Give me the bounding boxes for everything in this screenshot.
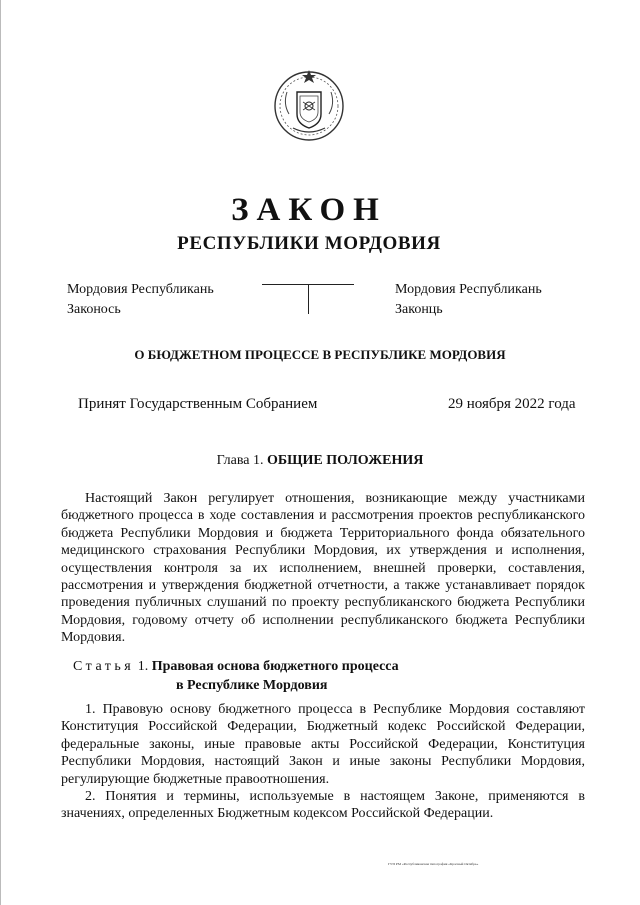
chapter-heading: [0, 453, 640, 469]
article-label: Статья: [73, 659, 135, 674]
mordvin-left-line2: Законось: [67, 302, 121, 317]
article-paragraph-1: 1. Правовую основу бюджетного процесса в Республике Мордовия составляют Конституция Российской Федерации, Бюджетный кодекс Российской Федерации, федеральные законы, иные правовые акты Российской Федерации, Конституция Республики Мордовия, настоящий Закон и иные законы Республики Мордовия, регулирующие бюджетные правоотношения.: [61, 702, 585, 787]
printer-footer: ГУП РМ «Республиканская типография «Красный Октябрь»: [388, 862, 479, 866]
mordvin-right-line2: Законць: [395, 302, 443, 317]
mordvin-right-line1: Мордовия Республикань: [395, 282, 542, 297]
header-divider-tick: [308, 284, 309, 314]
mordvin-left-line1: Мордовия Республикань: [67, 282, 214, 297]
mordvin-heading-left: [67, 280, 214, 320]
coat-of-arms-icon: [267, 62, 351, 146]
article-title-line2: в Республике Мордовия: [176, 678, 328, 693]
document-title: ЗАКОН: [231, 192, 387, 228]
article-number: 1.: [134, 659, 152, 674]
article-paragraph-2: 2. Понятия и термины, используемые в настоящем Законе, применяются в значениях, определенных Бюджетным кодексом Российской Федерации.: [61, 789, 585, 822]
article-heading: [73, 657, 399, 695]
adopted-date: 29 ноября 2022 года: [448, 396, 576, 412]
adopted-by: Принят Государственным Собранием: [78, 396, 318, 412]
intro-paragraph: Настоящий Закон регулирует отношения, возникающие между участниками бюджетного процесса в ходе составления и рассмотрения проектов республиканского бюджета Республики Мордовия и бюджета Территориального фонда обязательного медицинского страхования Республики Мордовия, их утверждения и исполнения, осуществления контроля за их исполнением, внешней проверки, составления, рассмотрения и утверждения бюджетной отчетности, а также устанавливает порядок проведения публичных слушаний по проекту республиканского бюджета Республики Мордовия, годовому отчету об исполнении республиканского бюджета Республики Мордовия.: [61, 491, 585, 646]
document-subtitle: РЕСПУБЛИКИ МОРДОВИЯ: [177, 233, 441, 254]
law-name: О БЮДЖЕТНОМ ПРОЦЕССЕ В РЕСПУБЛИКЕ МОРДОВИЯ: [134, 347, 506, 362]
article-title-line1: Правовая основа бюджетного процесса: [151, 659, 399, 674]
chapter-title: ОБЩИЕ ПОЛОЖЕНИЯ: [267, 453, 424, 468]
chapter-prefix: Глава 1.: [216, 453, 267, 468]
mordvin-heading-right: [395, 280, 542, 320]
